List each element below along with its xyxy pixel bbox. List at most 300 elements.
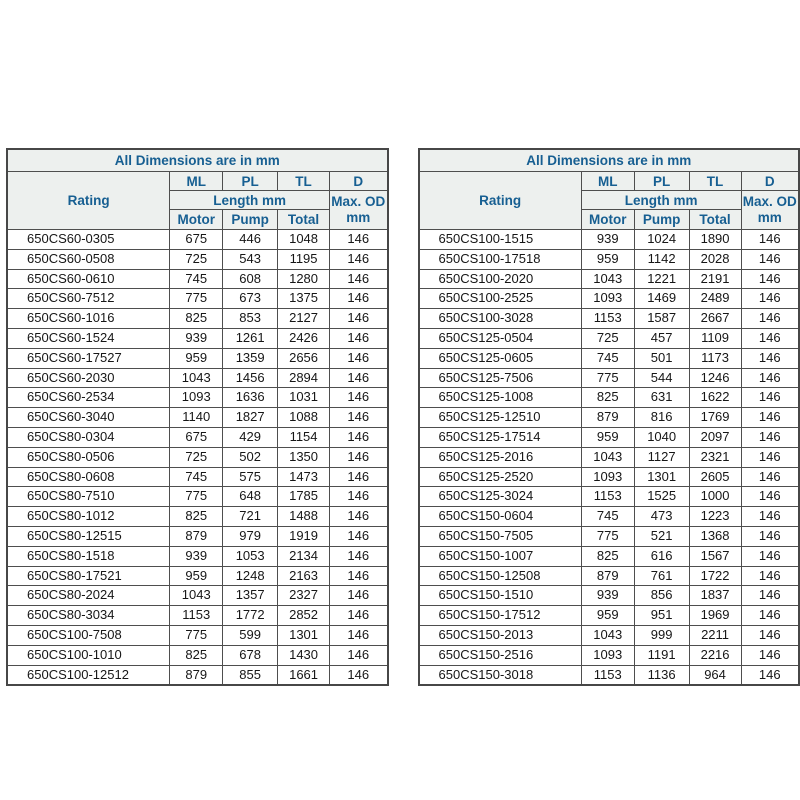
pump-length-cell: 1248 bbox=[223, 566, 278, 586]
max-od-cell: 146 bbox=[330, 309, 388, 329]
pump-length-cell: 1456 bbox=[223, 368, 278, 388]
table-row bbox=[7, 249, 388, 269]
rating-cell: 650CS125-7506 bbox=[419, 368, 582, 388]
table-row bbox=[7, 368, 388, 388]
max-od-cell: 146 bbox=[741, 586, 799, 606]
max-od-cell: 146 bbox=[330, 269, 388, 289]
total-length-cell: 1088 bbox=[278, 408, 330, 428]
total-length-cell: 1969 bbox=[689, 606, 741, 626]
rating-cell: 650CS125-0504 bbox=[419, 328, 582, 348]
table-row bbox=[419, 289, 800, 309]
rating-cell: 650CS60-1524 bbox=[7, 328, 170, 348]
pump-length-cell: 1127 bbox=[634, 447, 689, 467]
max-od-cell: 146 bbox=[330, 507, 388, 527]
dimensions-table-left bbox=[6, 148, 389, 686]
motor-length-cell: 939 bbox=[581, 230, 634, 250]
max-od-cell: 146 bbox=[330, 427, 388, 447]
table-row bbox=[7, 487, 388, 507]
max-od-cell: 146 bbox=[741, 625, 799, 645]
rating-cell: 650CS60-0508 bbox=[7, 249, 170, 269]
table-row bbox=[419, 348, 800, 368]
table-row bbox=[419, 606, 800, 626]
rating-cell: 650CS125-12510 bbox=[419, 408, 582, 428]
total-length-cell: 1722 bbox=[689, 566, 741, 586]
pump-length-cell: 1024 bbox=[634, 230, 689, 250]
max-od-cell: 146 bbox=[741, 348, 799, 368]
max-od-label-line1: Max. OD bbox=[331, 193, 386, 209]
pump-length-cell: 544 bbox=[634, 368, 689, 388]
motor-length-cell: 959 bbox=[581, 249, 634, 269]
motor-length-cell: 959 bbox=[170, 566, 223, 586]
table-row bbox=[7, 645, 388, 665]
total-length-cell: 2852 bbox=[278, 606, 330, 626]
table-row bbox=[7, 348, 388, 368]
max-od-cell: 146 bbox=[330, 546, 388, 566]
motor-length-cell: 959 bbox=[170, 348, 223, 368]
total-length-cell: 2894 bbox=[278, 368, 330, 388]
rating-cell: 650CS125-2016 bbox=[419, 447, 582, 467]
pump-length-cell: 1525 bbox=[634, 487, 689, 507]
column-header-max-od bbox=[741, 191, 799, 230]
motor-length-cell: 1093 bbox=[581, 467, 634, 487]
max-od-cell: 146 bbox=[330, 408, 388, 428]
motor-length-cell: 1153 bbox=[170, 606, 223, 626]
max-od-label-line2: mm bbox=[757, 210, 782, 225]
max-od-cell: 146 bbox=[741, 507, 799, 527]
total-length-cell: 1173 bbox=[689, 348, 741, 368]
max-od-cell: 146 bbox=[330, 606, 388, 626]
rating-cell: 650CS80-7510 bbox=[7, 487, 170, 507]
max-od-cell: 146 bbox=[330, 368, 388, 388]
rating-cell: 650CS60-3040 bbox=[7, 408, 170, 428]
table-row bbox=[419, 566, 800, 586]
total-length-cell: 2134 bbox=[278, 546, 330, 566]
max-od-cell: 146 bbox=[741, 526, 799, 546]
max-od-cell: 146 bbox=[330, 388, 388, 408]
max-od-cell: 146 bbox=[741, 487, 799, 507]
rating-cell: 650CS60-2534 bbox=[7, 388, 170, 408]
max-od-cell: 146 bbox=[330, 348, 388, 368]
pump-length-cell: 1587 bbox=[634, 309, 689, 329]
motor-length-cell: 1093 bbox=[581, 645, 634, 665]
total-length-cell: 1350 bbox=[278, 447, 330, 467]
motor-length-cell: 825 bbox=[170, 309, 223, 329]
rating-cell: 650CS150-1007 bbox=[419, 546, 582, 566]
table-row bbox=[419, 230, 800, 250]
total-length-cell: 1837 bbox=[689, 586, 741, 606]
table-body bbox=[419, 230, 800, 686]
table-row bbox=[7, 546, 388, 566]
table-row bbox=[419, 249, 800, 269]
table-row bbox=[419, 368, 800, 388]
rating-cell: 650CS80-1012 bbox=[7, 507, 170, 527]
total-length-cell: 1919 bbox=[278, 526, 330, 546]
table-row bbox=[7, 447, 388, 467]
max-od-cell: 146 bbox=[330, 645, 388, 665]
total-length-cell: 1622 bbox=[689, 388, 741, 408]
total-length-cell: 2426 bbox=[278, 328, 330, 348]
max-od-cell: 146 bbox=[330, 665, 388, 685]
column-header-tl: TL bbox=[689, 172, 741, 191]
motor-length-cell: 959 bbox=[581, 427, 634, 447]
pump-length-cell: 521 bbox=[634, 526, 689, 546]
table-row bbox=[7, 427, 388, 447]
pump-length-cell: 1142 bbox=[634, 249, 689, 269]
rating-cell: 650CS60-7512 bbox=[7, 289, 170, 309]
table-row bbox=[419, 467, 800, 487]
max-od-cell: 146 bbox=[741, 566, 799, 586]
table-row bbox=[419, 665, 800, 685]
motor-length-cell: 675 bbox=[170, 230, 223, 250]
column-header-ml: ML bbox=[581, 172, 634, 191]
table-title: All Dimensions are in mm bbox=[7, 149, 388, 172]
motor-length-cell: 825 bbox=[170, 645, 223, 665]
total-length-cell: 1301 bbox=[278, 625, 330, 645]
max-od-cell: 146 bbox=[741, 388, 799, 408]
motor-length-cell: 675 bbox=[170, 427, 223, 447]
table-row bbox=[7, 309, 388, 329]
rating-cell: 650CS100-17518 bbox=[419, 249, 582, 269]
column-header-pl: PL bbox=[223, 172, 278, 191]
pump-length-cell: 1040 bbox=[634, 427, 689, 447]
pump-length-cell: 1136 bbox=[634, 665, 689, 685]
motor-length-cell: 939 bbox=[581, 586, 634, 606]
rating-cell: 650CS125-3024 bbox=[419, 487, 582, 507]
max-od-cell: 146 bbox=[741, 328, 799, 348]
table-row bbox=[7, 586, 388, 606]
rating-cell: 650CS150-0604 bbox=[419, 507, 582, 527]
rating-cell: 650CS150-17512 bbox=[419, 606, 582, 626]
total-length-cell: 2097 bbox=[689, 427, 741, 447]
pump-length-cell: 1191 bbox=[634, 645, 689, 665]
max-od-cell: 146 bbox=[741, 408, 799, 428]
max-od-cell: 146 bbox=[741, 368, 799, 388]
motor-length-cell: 1140 bbox=[170, 408, 223, 428]
pump-length-cell: 1357 bbox=[223, 586, 278, 606]
table-row bbox=[419, 309, 800, 329]
rating-cell: 650CS80-12515 bbox=[7, 526, 170, 546]
motor-length-cell: 775 bbox=[581, 526, 634, 546]
pump-length-cell: 853 bbox=[223, 309, 278, 329]
motor-length-cell: 1093 bbox=[170, 388, 223, 408]
motor-length-cell: 775 bbox=[170, 625, 223, 645]
motor-length-cell: 879 bbox=[170, 526, 223, 546]
rating-cell: 650CS80-0506 bbox=[7, 447, 170, 467]
total-length-cell: 1223 bbox=[689, 507, 741, 527]
pump-length-cell: 543 bbox=[223, 249, 278, 269]
table-row bbox=[7, 388, 388, 408]
max-od-cell: 146 bbox=[741, 427, 799, 447]
table-row bbox=[419, 526, 800, 546]
table-row bbox=[419, 447, 800, 467]
rating-cell: 650CS80-0304 bbox=[7, 427, 170, 447]
total-length-cell: 2656 bbox=[278, 348, 330, 368]
total-length-cell: 1154 bbox=[278, 427, 330, 447]
pump-length-cell: 446 bbox=[223, 230, 278, 250]
column-header-total: Total bbox=[689, 210, 741, 230]
total-length-cell: 1000 bbox=[689, 487, 741, 507]
pump-length-cell: 673 bbox=[223, 289, 278, 309]
total-length-cell: 2127 bbox=[278, 309, 330, 329]
motor-length-cell: 1043 bbox=[581, 625, 634, 645]
rating-cell: 650CS60-17527 bbox=[7, 348, 170, 368]
total-length-cell: 1488 bbox=[278, 507, 330, 527]
rating-cell: 650CS150-2013 bbox=[419, 625, 582, 645]
table-row bbox=[7, 526, 388, 546]
total-length-cell: 2605 bbox=[689, 467, 741, 487]
table-row bbox=[419, 507, 800, 527]
rating-cell: 650CS100-2525 bbox=[419, 289, 582, 309]
rating-cell: 650CS125-2520 bbox=[419, 467, 582, 487]
pump-length-cell: 1301 bbox=[634, 467, 689, 487]
rating-cell: 650CS150-1510 bbox=[419, 586, 582, 606]
total-length-cell: 964 bbox=[689, 665, 741, 685]
pump-length-cell: 631 bbox=[634, 388, 689, 408]
motor-length-cell: 939 bbox=[170, 546, 223, 566]
max-od-label-line2: mm bbox=[346, 210, 371, 225]
pump-length-cell: 1359 bbox=[223, 348, 278, 368]
pump-length-cell: 721 bbox=[223, 507, 278, 527]
table-row bbox=[419, 487, 800, 507]
table-row bbox=[419, 586, 800, 606]
pump-length-cell: 1053 bbox=[223, 546, 278, 566]
max-od-cell: 146 bbox=[330, 487, 388, 507]
max-od-cell: 146 bbox=[741, 249, 799, 269]
table-row bbox=[7, 230, 388, 250]
column-group-length: Length mm bbox=[170, 191, 330, 210]
table-row bbox=[419, 645, 800, 665]
pump-length-cell: 501 bbox=[634, 348, 689, 368]
motor-length-cell: 725 bbox=[170, 447, 223, 467]
rating-cell: 650CS100-1515 bbox=[419, 230, 582, 250]
total-length-cell: 1661 bbox=[278, 665, 330, 685]
pump-length-cell: 502 bbox=[223, 447, 278, 467]
table-row bbox=[419, 546, 800, 566]
pump-length-cell: 429 bbox=[223, 427, 278, 447]
total-length-cell: 2667 bbox=[689, 309, 741, 329]
pump-length-cell: 1636 bbox=[223, 388, 278, 408]
tables-row bbox=[6, 148, 800, 686]
column-header-max-od bbox=[330, 191, 388, 230]
pump-length-cell: 1827 bbox=[223, 408, 278, 428]
motor-length-cell: 745 bbox=[170, 467, 223, 487]
motor-length-cell: 959 bbox=[581, 606, 634, 626]
table-row bbox=[419, 328, 800, 348]
rating-cell: 650CS100-1010 bbox=[7, 645, 170, 665]
rating-cell: 650CS100-2020 bbox=[419, 269, 582, 289]
pump-length-cell: 951 bbox=[634, 606, 689, 626]
column-header-pump: Pump bbox=[634, 210, 689, 230]
table-row bbox=[7, 328, 388, 348]
pump-length-cell: 473 bbox=[634, 507, 689, 527]
column-header-rating: Rating bbox=[419, 172, 582, 230]
column-header-total: Total bbox=[278, 210, 330, 230]
table-row bbox=[7, 566, 388, 586]
rating-cell: 650CS60-2030 bbox=[7, 368, 170, 388]
max-od-cell: 146 bbox=[741, 289, 799, 309]
motor-length-cell: 879 bbox=[581, 408, 634, 428]
max-od-cell: 146 bbox=[741, 447, 799, 467]
table-row bbox=[419, 408, 800, 428]
motor-length-cell: 1093 bbox=[581, 289, 634, 309]
motor-length-cell: 825 bbox=[581, 546, 634, 566]
total-length-cell: 1031 bbox=[278, 388, 330, 408]
table-row bbox=[7, 269, 388, 289]
total-length-cell: 2191 bbox=[689, 269, 741, 289]
rating-cell: 650CS150-2516 bbox=[419, 645, 582, 665]
column-header-d: D bbox=[741, 172, 799, 191]
pump-length-cell: 761 bbox=[634, 566, 689, 586]
column-header-motor: Motor bbox=[581, 210, 634, 230]
column-header-tl: TL bbox=[278, 172, 330, 191]
table-row bbox=[419, 388, 800, 408]
total-length-cell: 1473 bbox=[278, 467, 330, 487]
rating-cell: 650CS80-1518 bbox=[7, 546, 170, 566]
pump-length-cell: 999 bbox=[634, 625, 689, 645]
motor-length-cell: 939 bbox=[170, 328, 223, 348]
motor-length-cell: 1153 bbox=[581, 487, 634, 507]
motor-length-cell: 745 bbox=[581, 348, 634, 368]
rating-cell: 650CS125-17514 bbox=[419, 427, 582, 447]
pump-length-cell: 856 bbox=[634, 586, 689, 606]
motor-length-cell: 879 bbox=[581, 566, 634, 586]
motor-length-cell: 745 bbox=[581, 507, 634, 527]
motor-length-cell: 879 bbox=[170, 665, 223, 685]
max-od-label-line1: Max. OD bbox=[742, 193, 797, 209]
max-od-cell: 146 bbox=[330, 289, 388, 309]
total-length-cell: 2028 bbox=[689, 249, 741, 269]
motor-length-cell: 1153 bbox=[581, 665, 634, 685]
rating-cell: 650CS60-1016 bbox=[7, 309, 170, 329]
motor-length-cell: 775 bbox=[170, 289, 223, 309]
motor-length-cell: 1043 bbox=[581, 447, 634, 467]
table-row bbox=[7, 408, 388, 428]
column-header-ml: ML bbox=[170, 172, 223, 191]
pump-length-cell: 457 bbox=[634, 328, 689, 348]
max-od-cell: 146 bbox=[330, 625, 388, 645]
pump-length-cell: 1772 bbox=[223, 606, 278, 626]
pump-length-cell: 816 bbox=[634, 408, 689, 428]
motor-length-cell: 725 bbox=[581, 328, 634, 348]
max-od-cell: 146 bbox=[330, 586, 388, 606]
rating-cell: 650CS80-0608 bbox=[7, 467, 170, 487]
column-header-rating: Rating bbox=[7, 172, 170, 230]
total-length-cell: 2327 bbox=[278, 586, 330, 606]
table-row bbox=[419, 269, 800, 289]
rating-cell: 650CS150-7505 bbox=[419, 526, 582, 546]
total-length-cell: 1109 bbox=[689, 328, 741, 348]
rating-cell: 650CS150-3018 bbox=[419, 665, 582, 685]
table-row bbox=[7, 467, 388, 487]
total-length-cell: 2211 bbox=[689, 625, 741, 645]
pump-length-cell: 575 bbox=[223, 467, 278, 487]
motor-length-cell: 775 bbox=[170, 487, 223, 507]
pump-length-cell: 979 bbox=[223, 526, 278, 546]
total-length-cell: 1195 bbox=[278, 249, 330, 269]
max-od-cell: 146 bbox=[741, 309, 799, 329]
dimensions-table-right bbox=[418, 148, 800, 686]
motor-length-cell: 775 bbox=[581, 368, 634, 388]
column-header-pump: Pump bbox=[223, 210, 278, 230]
rating-cell: 650CS80-2024 bbox=[7, 586, 170, 606]
pump-length-cell: 855 bbox=[223, 665, 278, 685]
pump-length-cell: 1469 bbox=[634, 289, 689, 309]
max-od-cell: 146 bbox=[330, 566, 388, 586]
total-length-cell: 1246 bbox=[689, 368, 741, 388]
pump-length-cell: 678 bbox=[223, 645, 278, 665]
table-row bbox=[7, 606, 388, 626]
motor-length-cell: 1043 bbox=[170, 586, 223, 606]
total-length-cell: 1567 bbox=[689, 546, 741, 566]
pump-length-cell: 608 bbox=[223, 269, 278, 289]
rating-cell: 650CS100-3028 bbox=[419, 309, 582, 329]
column-header-d: D bbox=[330, 172, 388, 191]
total-length-cell: 2163 bbox=[278, 566, 330, 586]
table-row bbox=[7, 665, 388, 685]
max-od-cell: 146 bbox=[741, 230, 799, 250]
motor-length-cell: 1043 bbox=[581, 269, 634, 289]
rating-cell: 650CS150-12508 bbox=[419, 566, 582, 586]
total-length-cell: 2321 bbox=[689, 447, 741, 467]
pump-length-cell: 648 bbox=[223, 487, 278, 507]
table-row bbox=[419, 625, 800, 645]
motor-length-cell: 745 bbox=[170, 269, 223, 289]
max-od-cell: 146 bbox=[330, 230, 388, 250]
rating-cell: 650CS100-7508 bbox=[7, 625, 170, 645]
max-od-cell: 146 bbox=[330, 467, 388, 487]
rating-cell: 650CS60-0610 bbox=[7, 269, 170, 289]
max-od-cell: 146 bbox=[330, 526, 388, 546]
max-od-cell: 146 bbox=[741, 467, 799, 487]
pump-length-cell: 1221 bbox=[634, 269, 689, 289]
total-length-cell: 1048 bbox=[278, 230, 330, 250]
total-length-cell: 1785 bbox=[278, 487, 330, 507]
table-row bbox=[7, 289, 388, 309]
motor-length-cell: 825 bbox=[170, 507, 223, 527]
rating-cell: 650CS80-3034 bbox=[7, 606, 170, 626]
column-group-length: Length mm bbox=[581, 191, 741, 210]
motor-length-cell: 1153 bbox=[581, 309, 634, 329]
table-row bbox=[7, 625, 388, 645]
column-header-pl: PL bbox=[634, 172, 689, 191]
rating-cell: 650CS125-0605 bbox=[419, 348, 582, 368]
max-od-cell: 146 bbox=[741, 269, 799, 289]
max-od-cell: 146 bbox=[330, 447, 388, 467]
max-od-cell: 146 bbox=[741, 665, 799, 685]
table-row bbox=[7, 507, 388, 527]
motor-length-cell: 825 bbox=[581, 388, 634, 408]
rating-cell: 650CS125-1008 bbox=[419, 388, 582, 408]
total-length-cell: 1769 bbox=[689, 408, 741, 428]
table-row bbox=[419, 427, 800, 447]
rating-cell: 650CS60-0305 bbox=[7, 230, 170, 250]
total-length-cell: 1890 bbox=[689, 230, 741, 250]
total-length-cell: 2489 bbox=[689, 289, 741, 309]
table-body bbox=[7, 230, 388, 686]
max-od-cell: 146 bbox=[741, 606, 799, 626]
motor-length-cell: 725 bbox=[170, 249, 223, 269]
total-length-cell: 2216 bbox=[689, 645, 741, 665]
max-od-cell: 146 bbox=[330, 249, 388, 269]
max-od-cell: 146 bbox=[741, 645, 799, 665]
total-length-cell: 1375 bbox=[278, 289, 330, 309]
motor-length-cell: 1043 bbox=[170, 368, 223, 388]
column-header-motor: Motor bbox=[170, 210, 223, 230]
pump-length-cell: 616 bbox=[634, 546, 689, 566]
rating-cell: 650CS80-17521 bbox=[7, 566, 170, 586]
max-od-cell: 146 bbox=[741, 546, 799, 566]
rating-cell: 650CS100-12512 bbox=[7, 665, 170, 685]
